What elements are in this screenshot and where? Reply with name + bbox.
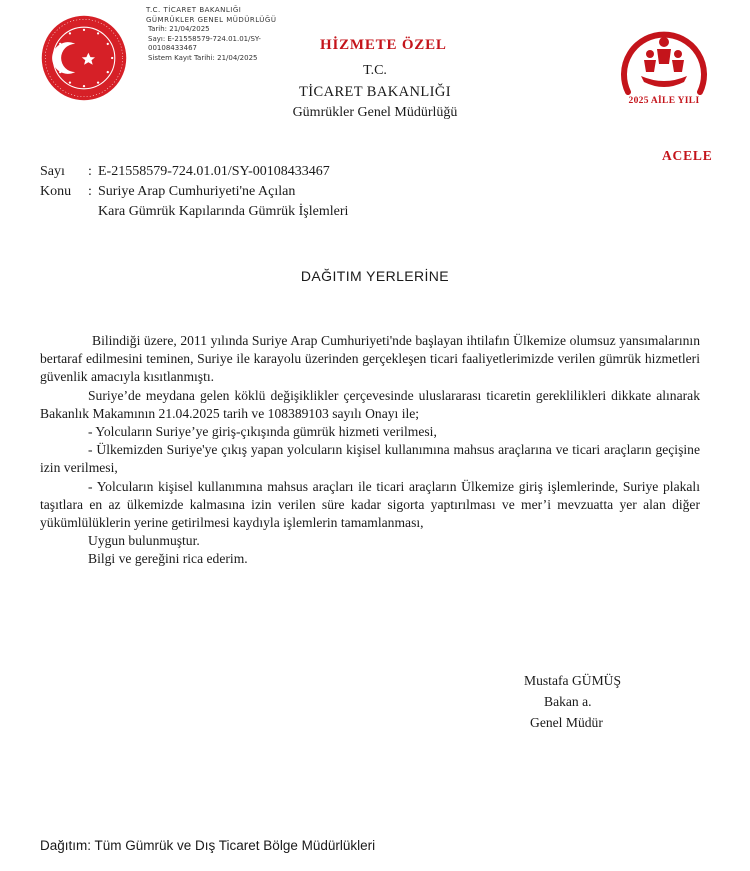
- stamp-org-line1: T.C. TİCARET BAKANLIĞI: [146, 6, 242, 14]
- body-bullet-3: - Yolcuların kişisel kullanımına mahsus araçları ile ticari araçların Ülkemize giriş işlemlerinde, Suriye plakalı taşıtlara en az ülkemizde kalmasına izin verilen süre kadar sigorta yaptırılması ve mer’i mevzuatta yer alan diğer yükümlülüklerin yerine getirilmesi kaydıyla işlemlerin tamamlanması,: [40, 478, 700, 531]
- body-paragraph-2: Suriye’de meydana gelen köklü değişiklikler çerçevesinde uluslararası ticaretin gereklilikleri dikkate alınarak Bakanlık Makamının 21.04.2025 tarih ve 108389103 sayılı Onayı ile;: [40, 387, 700, 421]
- header-directorate: Gümrükler Genel Müdürlüğü: [292, 105, 458, 120]
- sayi-colon: :: [88, 164, 92, 179]
- signatory-name: Mustafa GÜMÜŞ: [524, 673, 622, 688]
- e-signature-stamp: [146, 6, 276, 63]
- sayi-value: E-21558579-724.01.01/SY-00108433467: [98, 164, 330, 179]
- body-bullet-2: - Ülkemizden Suriye'ye çıkış yapan yolcuların kişisel kullanımına mahsus araçlarına ve ticari araçların geçişine izin verilmesi,: [40, 442, 700, 476]
- urgency-label: ACELE: [662, 148, 713, 163]
- stamp-number-line1: Sayı: E-21558579-724.01.01/SY-: [148, 34, 261, 43]
- body-paragraph-1: Bilindiği üzere, 2011 yılında Suriye Arap Cumhuriyeti'nde başlayan ihtilafın Ülkemize olumsuz yansımalarının bertaraf edilmesini teminen, Suriye ile karayolu üzerinden gerçekleşen ticari faaliyetlerimizde verilen gümrük hizmetleri güvenlik amacıyla kısıtlanmıştı.: [40, 333, 700, 385]
- konu-label: Konu: [40, 184, 72, 199]
- konu-value-line1: Suriye Arap Cumhuriyeti'ne Açılan: [98, 184, 296, 199]
- konu-colon: :: [88, 184, 92, 199]
- signatory-role-2: Genel Müdür: [530, 715, 603, 730]
- signatory-role-1: Bakan a.: [544, 694, 592, 709]
- header-tc: T.C.: [363, 63, 387, 78]
- body-closing-2: Bilgi ve gereğini rica ederim.: [88, 551, 248, 567]
- signature-block: [500, 670, 621, 733]
- distribution-heading: DAĞITIM YERLERİNE: [300, 268, 450, 284]
- classification-label: HİZMETE ÖZEL: [320, 37, 447, 53]
- body-bullet-1: - Yolcuların Suriye’ye giriş-çıkışında gümrük hizmeti verilmesi,: [88, 424, 437, 440]
- body-closing-1: Uygun bulunmuştur.: [88, 533, 200, 549]
- konu-value-line2: Kara Gümrük Kapılarında Gümrük İşlemleri: [98, 204, 349, 219]
- letter-body: [40, 332, 700, 569]
- distribution-footer: Dağıtım: Tüm Gümrük ve Dış Ticaret Bölge Müdürlükleri: [40, 838, 376, 853]
- stamp-number-line2: 00108433467: [148, 44, 197, 52]
- stamp-org-line2: GÜMRÜKLER GENEL MÜDÜRLÜĞÜ: [146, 15, 277, 24]
- stamp-system-date: Sistem Kayıt Tarihi: 21/04/2025: [148, 53, 258, 62]
- sayi-label: Sayı: [40, 164, 65, 179]
- stamp-date: Tarih: 21/04/2025: [148, 25, 210, 33]
- family-year-label: 2025 AİLE YILI: [628, 96, 700, 106]
- header-ministry: TİCARET BAKANLIĞI: [299, 84, 451, 100]
